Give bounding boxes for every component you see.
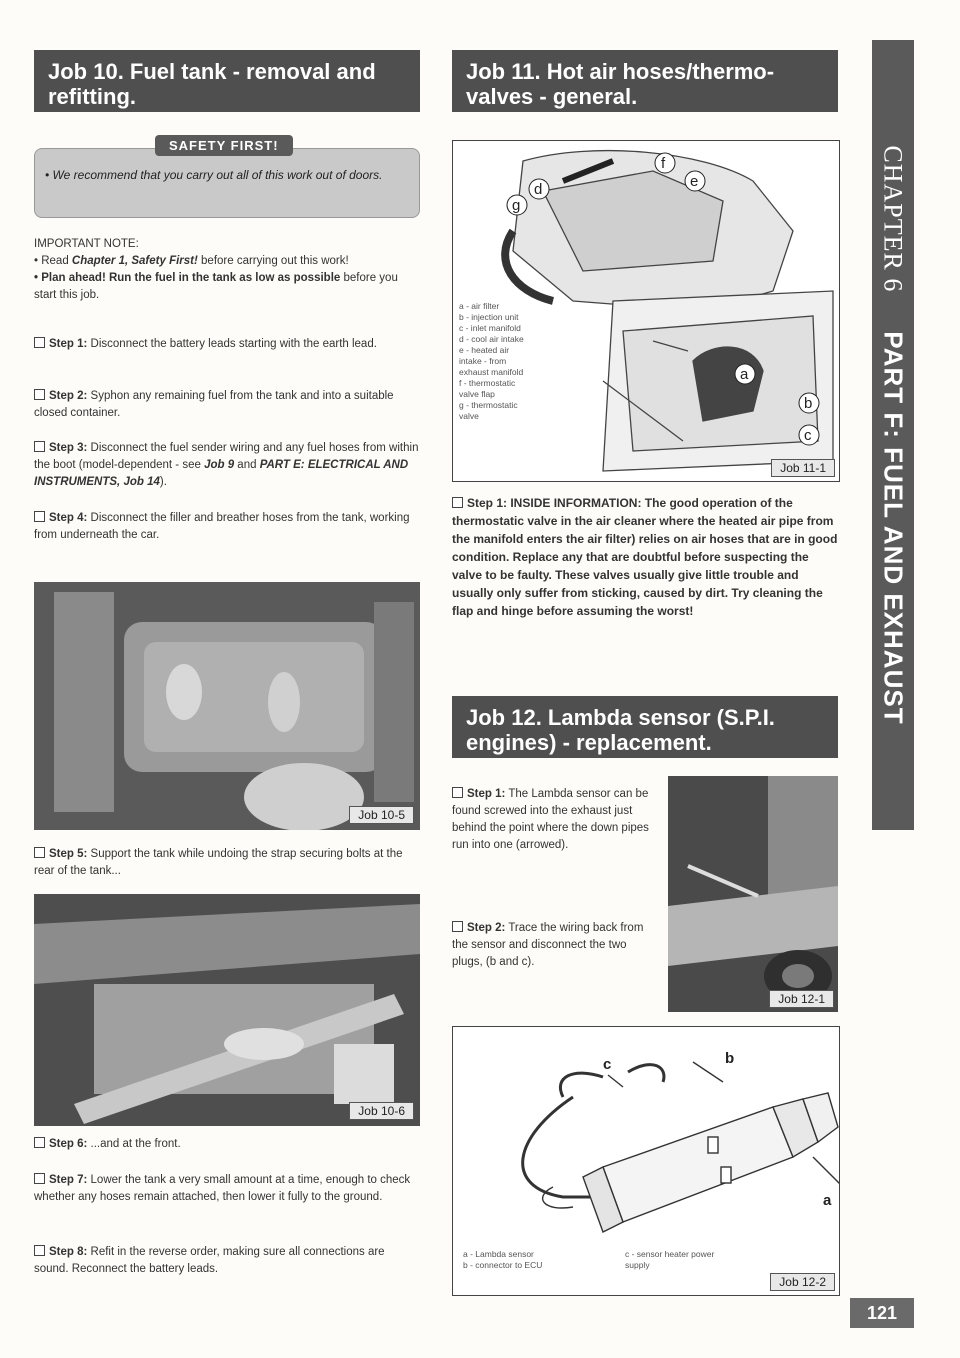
job10-header	[34, 50, 420, 112]
fuel-tank-photo-1	[34, 582, 420, 830]
checkbox-icon[interactable]	[452, 497, 463, 508]
sidebar-text	[878, 55, 909, 815]
diagram-label: Job 12-2	[770, 1273, 835, 1291]
diagram-job-11-1	[452, 140, 840, 482]
page-number: 121	[850, 1298, 914, 1328]
checkbox-icon[interactable]	[34, 1245, 45, 1256]
diagram-job-12-2	[452, 1026, 840, 1296]
job10-step-2: Step 2: Syphon any remaining fuel from the tank and into a suitable closed container.	[34, 390, 394, 419]
safety-first-box	[34, 138, 420, 218]
checkbox-icon[interactable]	[452, 787, 463, 798]
checkbox-icon[interactable]	[34, 847, 45, 858]
photo-label: Job 12-1	[769, 990, 834, 1008]
photo-label: Job 10-5	[349, 806, 414, 824]
photo-job-10-6	[34, 894, 420, 1126]
job12-step-2: Step 2: Trace the wiring back from the sensor and disconnect the two plugs, (b and c).	[452, 922, 644, 968]
diagram-legend-right: c - sensor heater power supply	[625, 1249, 715, 1270]
fuel-tank-photo-2	[34, 894, 420, 1126]
job10-step-1: Step 1: Disconnect the battery leads starting with the earth lead.	[34, 336, 420, 353]
diagram-legend-left: a - Lambda sensor b - connector to ECU	[463, 1249, 543, 1270]
checkbox-icon[interactable]	[34, 337, 45, 348]
job10-step-4: Step 4: Disconnect the filler and breather hoses from the tank, working from underneath the car.	[34, 512, 410, 541]
callout-g: g	[512, 197, 521, 214]
job11-header	[452, 50, 838, 112]
job12-step-1: Step 1: The Lambda sensor can be found screwed into the exhaust just behind the point where the down pipes run into one (arrowed).	[452, 788, 649, 851]
checkbox-icon[interactable]	[34, 1173, 45, 1184]
callout-c: c	[603, 1056, 612, 1073]
job10-step-8: Step 8: Refit in the reverse order, making sure all connections are sound. Reconnect the battery leads.	[34, 1246, 385, 1275]
checkbox-icon[interactable]	[34, 1137, 45, 1148]
job10-step-7: Step 7: Lower the tank a very small amount at a time, enough to check whether any hoses remain attached, then lower it fully to the ground.	[34, 1174, 411, 1203]
photo-job-12-1	[668, 776, 838, 1012]
callout-a: a	[740, 366, 749, 383]
checkbox-icon[interactable]	[34, 511, 45, 522]
callout-e: e	[690, 173, 699, 190]
exhaust-photo	[668, 776, 838, 1012]
job10-step-5: Step 5: Support the tank while undoing the strap securing bolts at the rear of the tank...	[34, 848, 403, 877]
checkbox-icon[interactable]	[34, 389, 45, 400]
safety-first-title: SAFETY FIRST!	[155, 135, 293, 156]
callout-d: d	[534, 181, 543, 198]
diagram-label: Job 11-1	[771, 459, 835, 477]
sidebar-chapter: CHAPTER 6	[878, 145, 908, 293]
sidebar-part: PART F: FUEL AND EXHAUST	[878, 331, 909, 725]
checkbox-icon[interactable]	[452, 921, 463, 932]
job11-title: Job 11. Hot air hoses/thermo-valves - general.	[466, 59, 775, 109]
photo-job-10-5	[34, 582, 420, 830]
note-1: • Read Chapter 1, Safety First! before carrying out this work!	[34, 255, 349, 267]
callout-b: b	[725, 1050, 735, 1067]
job10-step-3: Step 3: Disconnect the fuel sender wiring and any fuel hoses from within the boot (model-dependent - see Job 9 and PART E: ELECTRICAL AND INSTRUMENTS, Job 14).	[34, 442, 419, 488]
job10-step-6: Step 6: ...and at the front.	[34, 1136, 420, 1153]
important-note	[34, 236, 420, 304]
job12-header	[452, 696, 838, 758]
photo-label: Job 10-6	[349, 1102, 414, 1120]
callout-c: c	[804, 427, 812, 444]
note-title: IMPORTANT NOTE:	[34, 238, 139, 250]
checkbox-icon[interactable]	[34, 441, 45, 452]
callout-b: b	[804, 395, 813, 412]
diagram-legend: a - air filter b - injection unit c - inlet manifold d - cool air intake e - heated air intake - from exhaust manifold f - thermostatic valve flap g - thermostatic valve	[459, 301, 524, 421]
callout-a: a	[823, 1192, 832, 1209]
job10-title: Job 10. Fuel tank - removal and refitting.	[48, 59, 376, 109]
job12-title: Job 12. Lambda sensor (S.P.I. engines) - replacement.	[466, 705, 775, 755]
job11-step-1: Step 1: INSIDE INFORMATION: The good operation of the thermostatic valve in the air cleaner where the heated air pipe from the manifold enters the air filter) relies on air hoses that are in good condition. Replace any that are doubtful before suspecting the valve to be faulty. These valves usually give little trouble and usually only suffer from sticking, caused by dirt. Try cleaning the flap and hinge before assuming the worst!	[452, 496, 838, 618]
note-2: • Plan ahead! Run the fuel in the tank as low as possible before you start this job.	[34, 272, 398, 301]
callout-f: f	[661, 155, 666, 172]
safety-text: • We recommend that you carry out all of this work out of doors.	[45, 168, 383, 182]
chapter-sidebar	[872, 40, 914, 830]
